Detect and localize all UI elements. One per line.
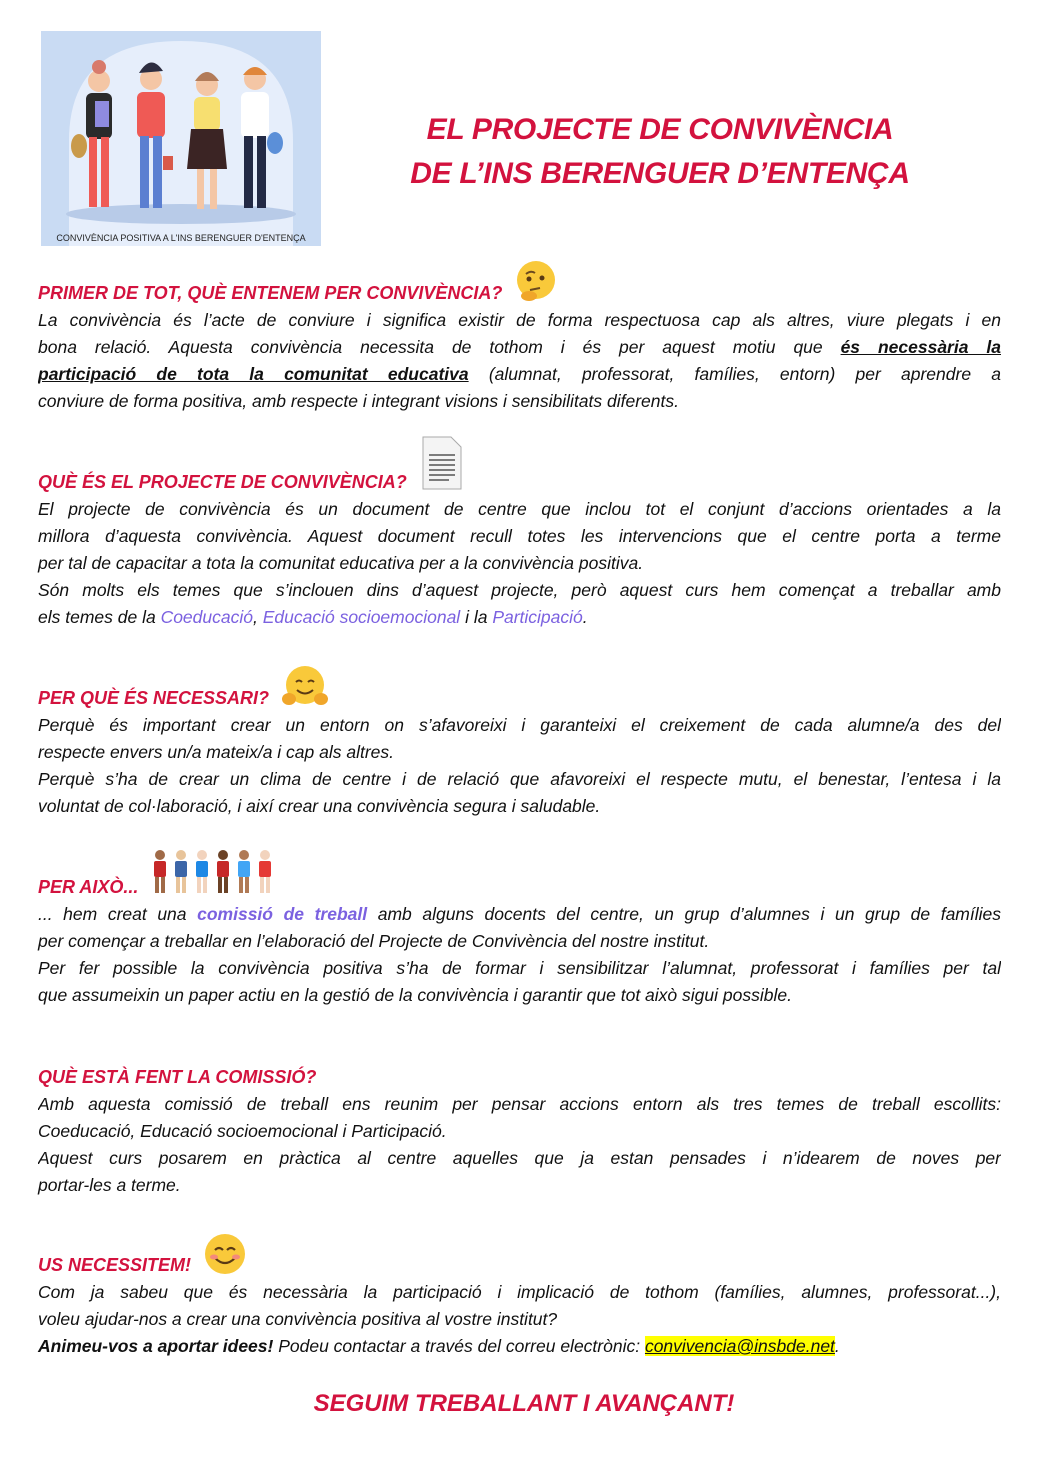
paragraph-line [38,604,1001,631]
paragraph-line [38,496,1001,523]
text-span: respecte envers un/a mateix/a i cap als altres. [38,742,395,762]
section [38,1252,1001,1360]
text-span: amb alguns docents del centre, un grup d’alumnes i un grup de famílies [367,904,1001,924]
highlighted-term: comissió de treball [197,904,368,924]
text-span: . [834,1336,840,1356]
paragraph-line [38,1118,1001,1145]
text-span: Perquè és important crear un entorn on s’afavoreixi i garanteixi el creixement de cada alumne/a des del [38,715,1001,735]
section [38,685,1001,820]
paragraph-line [38,361,1001,388]
text-span: La convivència és l’acte de conviure i significa existir de forma respectuosa cap als altres, viure plegats i en [38,310,1001,330]
paragraph-line [38,1306,1001,1333]
paragraph-line [38,793,1001,820]
section-heading-text: QUÈ ESTÀ FENT LA COMISSIÓ? [38,1067,317,1087]
text-span: Per fer possible la convivència positiva s’ha de formar i sensibilitzar l’alumnat, professorat i famílies per tal [38,958,1001,978]
section-heading-text: PER AIXÒ... [38,877,139,897]
thinking-face-icon [514,260,558,312]
document-icon [419,435,463,499]
paragraph-line [38,1333,1001,1360]
text-span: Són molts els temes que s’inclouen dins d’aquest projecte, però aquest curs hem començat a treballar amb [38,580,1001,600]
section-heading-text: PER QUÈ ÉS NECESSARI? [38,688,270,708]
emphasized-text: participació de tota la comunitat educativa [38,364,469,384]
text-span: El projecte de convivència és un document de centre que inclou tot el conjunt d’accions orientades a la [38,499,1001,519]
paragraph-line [38,1145,1001,1172]
paragraph-line [38,1091,1001,1118]
hugging-face-icon [281,665,329,717]
text-span: Aquest curs posarem en pràctica al centre aquelles que ja estan pensades i n’idearem de noves per [38,1148,1001,1168]
text-span: que assumeixin un paper actiu en la gestió de la convivència i garantir que tot això sigui possible. [38,985,792,1005]
topic-link[interactable]: Educació socioemocional [262,607,461,627]
text-span: portar-les a terme. [38,1175,181,1195]
page-title-line-2: DE L’INS BERENGUER D’ENTENÇA [410,157,910,190]
illustration-caption: CONVIVÈNCIA POSITIVA A L'INS BERENGUER D'ENTENÇA [56,233,306,243]
paragraph-line [38,901,1001,928]
text-span: Com ja sabeu que és necessària la participació i implicació de tothom (famílies, alumnes, professorat...), [38,1282,1001,1302]
topic-link[interactable]: Participació [492,607,583,627]
smiling-face-icon [203,1232,247,1284]
page-title [380,108,940,196]
students-illustration [41,31,321,246]
paragraph-line [38,550,1001,577]
text-span: bona relació. Aquesta convivència necessita de tothom i és per aquest motiu que [38,337,841,357]
section-heading-text: PRIMER DE TOT, QUÈ ENTENEM PER CONVIVÈNCIA? [38,283,503,303]
section-heading [38,685,1001,712]
paragraph-line [38,739,1001,766]
paragraph-line [38,712,1001,739]
text-span: Amb aquesta comissió de treball ens reunim per pensar accions entorn als tres temes de treball escollits: [38,1094,1001,1114]
emphasized-text: és necessària la [840,337,1001,357]
section [38,1064,1001,1199]
section [38,280,1001,415]
paragraph-line [38,982,1001,1009]
text-span: ... hem creat una [38,904,198,924]
text-span: millora d’aquesta convivència. Aquest document recull totes les intervencions que el centre porta a terme [38,526,1001,546]
text-span: Coeducació, Educació socioemocional i Participació. [38,1121,447,1141]
section-heading [38,1252,1001,1279]
paragraph-line [38,523,1001,550]
section-heading-text: US NECESSITEM! [38,1255,192,1275]
email-link[interactable]: convivencia@insbde.net [644,1336,835,1356]
paragraph-line [38,955,1001,982]
paragraph-line [38,334,1001,361]
section-heading [38,280,1001,307]
header-illustration [41,31,321,246]
paragraph-line [38,928,1001,955]
section [38,874,1001,1009]
text-span: , [252,607,263,627]
text-span: conviure de forma positiva, amb respecte i integrant visions i sensibilitats diferents. [38,391,679,411]
text-span: Perquè s’ha de crear un clima de centre i de relació que afavoreixi el respecte mutu, el benestar, l’entesa i la [38,769,1001,789]
text-span: per començar a treballar en l’elaboració del Projecte de Convivència del nostre institut. [38,931,710,951]
paragraph-line [38,766,1001,793]
people-holding-hands-icon [150,849,280,903]
paragraph-line [38,1172,1001,1199]
text-span: voleu ajudar-nos a crear una convivència positiva al vostre institut? [38,1309,558,1329]
section [38,469,1001,631]
page-title-line-1: EL PROJECTE DE CONVIVÈNCIA [426,113,894,146]
text-span: voluntat de col·laboració, i així crear una convivència segura i saludable. [38,796,601,816]
text-span: els temes de la [38,607,161,627]
section-heading [38,874,1001,901]
topic-link[interactable]: Coeducació [160,607,253,627]
section-heading-text: QUÈ ÉS EL PROJECTE DE CONVIVÈNCIA? [38,472,407,492]
text-span: per tal de capacitar a tota la comunitat educativa per a la convivència positiva. [38,553,644,573]
text-span: Podeu contactar a través del correu electrònic: [273,1336,645,1356]
text-span: i la [460,607,493,627]
emphasized-text: Animeu-vos a aportar idees! [38,1336,274,1356]
closing-slogan: SEGUIM TREBALLANT I AVANÇANT! [313,1390,735,1417]
section-heading [38,469,1001,496]
paragraph-line [38,1279,1001,1306]
text-span: (alumnat, professorat, famílies, entorn) per aprendre a [468,364,1001,384]
paragraph-line [38,388,1001,415]
section-heading [38,1064,1001,1091]
text-span: . [582,607,588,627]
paragraph-line [38,577,1001,604]
